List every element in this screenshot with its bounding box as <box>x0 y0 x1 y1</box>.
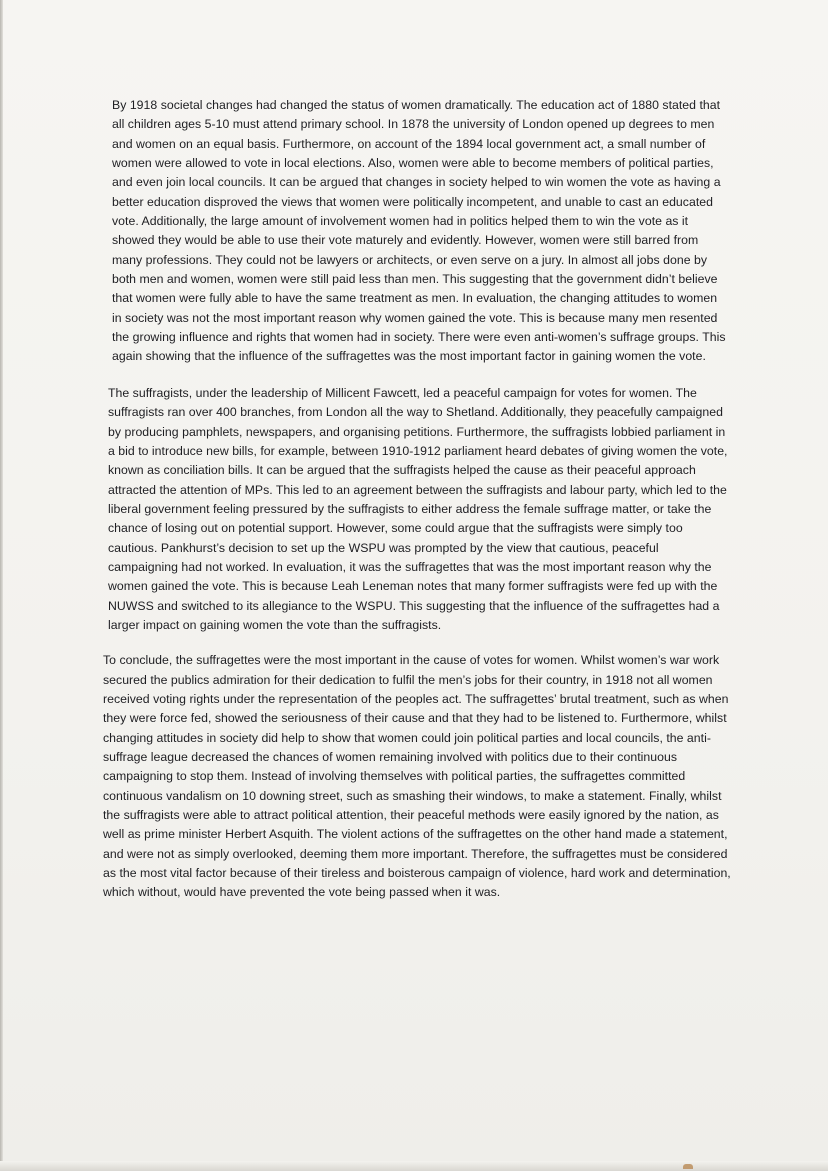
page-left-edge-shadow <box>0 0 3 1171</box>
paragraph-conclusion: To conclude, the suffragettes were the most important in the cause of votes for women. Whilst women’s war work secured the publics admiration for their dedication to fulfil the men’s jobs for their country, in 1918 not all women received voting rights under the representation of the peoples act. The suffragettes’ brutal treatment, such as when they were force fed, showed the seriousness of their cause and that they had to be listened to. Furthermore, whilst changing attitudes in society did help to show that women could join political parties and local councils, the anti-suffrage league decreased the chances of women remaining involved with politics due to their continuous campaigning to stop them. Instead of involving themselves with political parties, the suffragettes committed continuous vandalism on 10 downing street, such as smashing their windows, to make a statement. Finally, whilst the suffragists were able to attract political attention, their peaceful methods were easily ignored by the nation, as well as prime minister Herbert Asquith. The violent actions of the suffragettes on the other hand made a statement, and were not as simply overlooked, deeming them more important. Therefore, the suffragettes must be considered as the most vital factor because of their tireless and boisterous campaign of violence, hard work and determination, which without, would have prevented the vote being passed when it was. <box>103 653 731 900</box>
page-bottom-edge-shadow <box>0 1161 828 1171</box>
scan-bottom-mark <box>683 1164 693 1169</box>
paragraph-suffragists: The suffragists, under the leadership of Millicent Fawcett, led a peaceful campaign for votes for women. The suffragists ran over 400 branches, from London all the way to Shetland. Additionally, they peacefully campaigned by producing pamphlets, newspapers, and organising petitions. Furthermore, the suffragists lobbied parliament in a bid to introduce new bills, for example, between 1910-1912 parliament heard debates of giving women the vote, known as conciliation bills. It can be argued that the suffragists helped the cause as their peaceful approach attracted the attention of MPs. This led to an agreement between the suffragists and labour party, which led to the liberal government feeling pressured by the suffragists to either address the female suffrage matter, or take the chance of losing out on potential support. However, some could argue that the suffragists were simply too cautious. Pankhurst’s decision to set up the WSPU was prompted by the view that cautious, peaceful campaigning had not worked. In evaluation, it was the suffragettes that was the most important reason why the women gained the vote. This is because Leah Leneman notes that many former suffragists were fed up with the NUWSS and switched to its allegiance to the WSPU. This suggesting that the influence of the suffragettes had a larger impact on gaining women the vote than the suffragists. <box>108 385 728 632</box>
essay-body <box>103 96 733 903</box>
paragraph-societal-changes: By 1918 societal changes had changed the status of women dramatically. The education act of 1880 stated that all children ages 5-10 must attend primary school. In 1878 the university of London opened up degrees to men and women on an equal basis. Furthermore, on account of the 1894 local government act, a small number of women were allowed to vote in local elections. Also, women were able to become members of political parties, and even join local councils. It can be argued that changes in society helped to win women the vote as having a better education disproved the views that women were politically incompetent, and unable to cast an educated vote. Additionally, the large amount of involvement women had in politics helped them to win the vote as it showed they would be able to use their vote maturely and evidently. However, women were still barred from many professions. They could not be lawyers or architects, or even serve on a jury. In almost all jobs done by both men and women, women were still paid less than men. This suggesting that the government didn’t believe that women were fully able to have the same treatment as men. In evaluation, the changing attitudes to women in society was not the most important reason why women gained the vote. This is because many men resented the growing influence and rights that women had in society. There were even anti-women’s suffrage groups. This again showing that the influence of the suffragettes was the most important factor in gaining women the vote. <box>112 98 726 364</box>
